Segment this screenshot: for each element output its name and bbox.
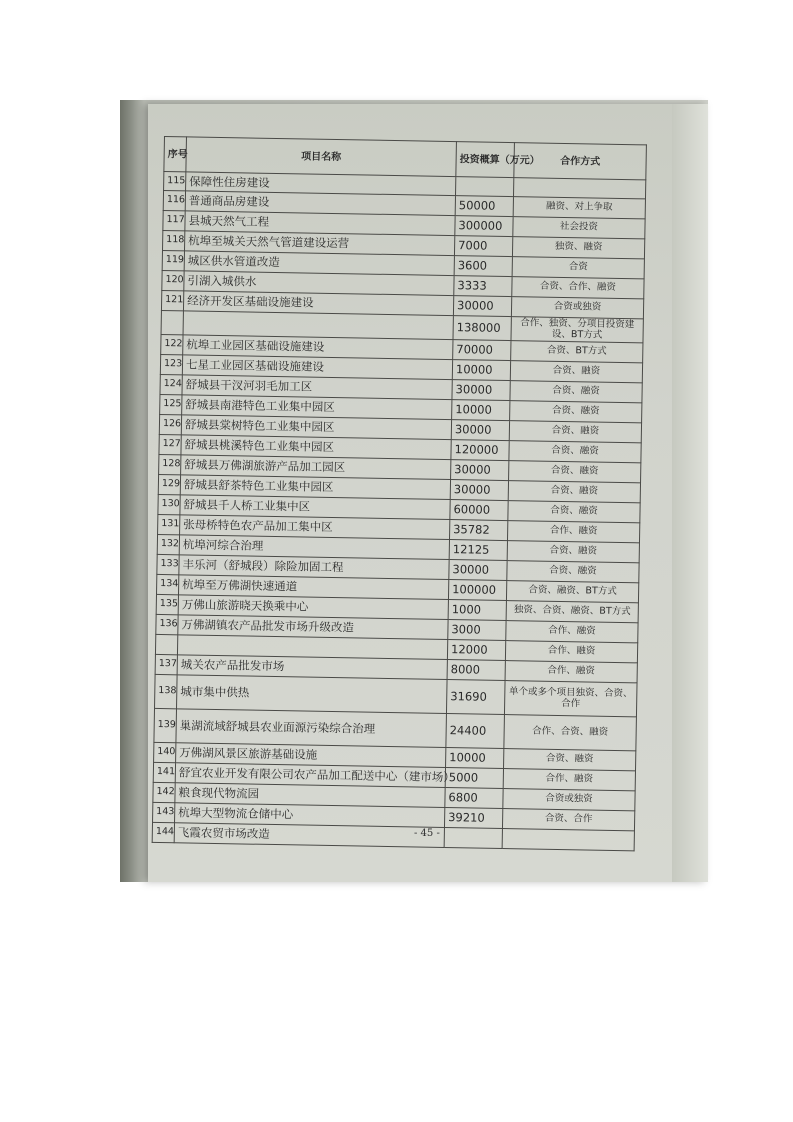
row-number: 143 — [153, 802, 175, 822]
row-number: 135 — [156, 594, 178, 614]
row-number: 123 — [160, 354, 182, 374]
project-name: 舒城县棠树特色工业集中园区 — [181, 415, 451, 440]
cooperation-mode: 单个或多个项目独资、合资、合作 — [504, 681, 637, 717]
row-number: 126 — [159, 414, 181, 434]
cooperation-mode: 合资、融资 — [509, 441, 641, 463]
table-body — [152, 172, 646, 851]
investment-amount: 30000 — [450, 480, 508, 501]
row-number: 140 — [154, 742, 176, 762]
page-edge — [672, 104, 708, 882]
row-number: 120 — [162, 270, 184, 290]
row-number: 118 — [163, 230, 185, 250]
cooperation-mode: 独资、融资 — [512, 237, 644, 259]
row-number: 136 — [156, 614, 178, 634]
investment-amount: 100000 — [448, 580, 506, 601]
project-name: 丰乐河（舒城段）除险加固工程 — [179, 555, 449, 580]
document-page — [148, 104, 708, 882]
row-number: 137 — [155, 654, 177, 674]
investment-amount: 31690 — [446, 680, 505, 715]
row-number: 125 — [160, 394, 182, 414]
investment-amount: 24400 — [446, 714, 505, 749]
cooperation-mode: 社会投资 — [513, 217, 645, 239]
row-number: 128 — [159, 454, 181, 474]
cooperation-mode: 独资、合资、融资、BT方式 — [506, 601, 638, 623]
row-number: 131 — [158, 514, 180, 534]
investment-amount: 30000 — [452, 380, 510, 401]
investment-amount: 6800 — [445, 788, 503, 809]
cooperation-mode: 合作、融资 — [507, 521, 639, 543]
cooperation-mode: 合资、BT方式 — [511, 341, 643, 363]
cooperation-mode: 合资、合作、融资 — [512, 277, 644, 299]
cooperation-mode: 合资、融资 — [510, 401, 642, 423]
row-number: 119 — [162, 250, 184, 270]
investment-amount: 50000 — [455, 196, 513, 217]
project-name: 舒城县南港特色工业集中园区 — [182, 395, 452, 420]
cooperation-mode: 合资、融资 — [507, 561, 639, 583]
cooperation-mode: 合资、融资 — [507, 541, 639, 563]
investment-amount: 12125 — [449, 540, 507, 561]
project-name: 杭埠河综合治理 — [179, 535, 449, 560]
cooperation-mode: 合资或独资 — [511, 297, 643, 319]
cooperation-mode: 融资、对上争取 — [513, 197, 645, 219]
investment-amount: 10000 — [446, 748, 504, 769]
project-name: 普通商品房建设 — [185, 191, 455, 216]
cooperation-mode: 合资、融资 — [510, 361, 642, 383]
project-name: 万佛湖镇农产品批发市场升级改造 — [178, 615, 448, 640]
project-name: 七星工业园区基础设施建设 — [182, 355, 452, 380]
project-name: 舒宜农业开发有限公司农产品加工配送中心（建市场） — [175, 763, 445, 788]
header-mode: 合作方式 — [514, 143, 647, 180]
project-name: 舒城县千人桥工业集中区 — [180, 495, 450, 520]
investment-amount: 1000 — [448, 600, 506, 621]
cooperation-mode: 合资、融资 — [508, 501, 640, 523]
project-name: 城关农产品批发市场 — [177, 655, 447, 680]
investment-amount: 39210 — [444, 808, 502, 829]
cooperation-mode: 合资、融资 — [504, 749, 636, 771]
investment-amount: 138000 — [453, 316, 511, 341]
investment-amount: 12000 — [447, 640, 505, 661]
project-name: 舒城县舒茶特色工业集中园区 — [180, 475, 450, 500]
cooperation-mode: 合资、融资 — [509, 421, 641, 443]
document-photo — [120, 100, 708, 882]
row-number: 138 — [155, 674, 178, 708]
row-number: 130 — [158, 494, 180, 514]
cooperation-mode: 合资、合作 — [502, 809, 634, 831]
investment-amount: 7000 — [454, 236, 512, 257]
investment-amount — [456, 177, 514, 197]
investment-amount: 30000 — [449, 560, 507, 581]
investment-amount: 35782 — [450, 520, 508, 541]
cooperation-mode — [513, 178, 645, 199]
investment-amount: 300000 — [455, 216, 513, 237]
project-name: 飞霞农贸市场改造 — [174, 823, 444, 848]
project-name: 粮食现代物流园 — [175, 783, 445, 808]
investment-amount: 10000 — [452, 360, 510, 381]
project-name: 引湖入城供水 — [184, 271, 454, 296]
header-name: 项目名称 — [186, 137, 457, 177]
investment-amount: 70000 — [453, 340, 511, 361]
cooperation-mode: 合资 — [512, 257, 644, 279]
investment-amount: 10000 — [452, 400, 510, 421]
investment-amount: 3333 — [454, 276, 512, 297]
row-number: 141 — [153, 762, 175, 782]
project-name: 杭埠至万佛湖快速通道 — [178, 575, 448, 600]
header-amount: 投资概算（万元） — [456, 142, 515, 178]
project-name: 保障性住房建设 — [186, 172, 456, 196]
investment-amount: 30000 — [453, 296, 511, 317]
investment-amount: 5000 — [445, 768, 503, 789]
project-name: 县城天然气工程 — [185, 211, 455, 236]
row-number: 134 — [156, 574, 178, 594]
project-name: 张母桥特色农产品加工集中区 — [180, 515, 450, 540]
row-number: 121 — [161, 290, 183, 310]
row-number: 127 — [159, 434, 181, 454]
project-name: 舒城县干汊河羽毛加工区 — [182, 375, 452, 400]
investment-amount: 3600 — [454, 256, 512, 277]
header-no: 序号 — [164, 137, 187, 172]
cooperation-mode: 合作、融资 — [506, 621, 638, 643]
cooperation-mode: 合资或独资 — [503, 789, 635, 811]
project-name: 舒城县桃溪特色工业集中园区 — [181, 435, 451, 460]
row-number: 132 — [157, 534, 179, 554]
investment-amount: 30000 — [451, 420, 509, 441]
row-number: 139 — [154, 708, 177, 742]
project-name: 经济开发区基础设施建设 — [183, 291, 453, 316]
project-name: 万佛山旅游晓天换乘中心 — [178, 595, 448, 620]
row-number: 129 — [158, 474, 180, 494]
investment-amount: 120000 — [451, 440, 509, 461]
project-table — [152, 136, 647, 851]
project-name: 万佛湖风景区旅游基础设施 — [176, 743, 446, 768]
row-number: 133 — [157, 554, 179, 574]
row-number — [155, 634, 177, 654]
cooperation-mode: 合资、融资 — [510, 381, 642, 403]
investment-amount: 3000 — [448, 620, 506, 641]
cooperation-mode: 合作、融资 — [503, 769, 635, 791]
row-number: 116 — [163, 191, 185, 211]
row-number: 144 — [152, 822, 174, 842]
project-name: 城市集中供热 — [177, 675, 448, 714]
row-number — [161, 310, 183, 334]
investment-amount: 60000 — [450, 500, 508, 521]
project-name: 城区供水管道改造 — [184, 251, 454, 276]
cooperation-mode: 合作、独资、分项目投资建设、BT方式 — [511, 317, 643, 343]
investment-amount: 8000 — [447, 660, 505, 681]
row-number: 142 — [153, 782, 175, 802]
row-number: 115 — [164, 172, 186, 191]
row-number: 122 — [161, 334, 183, 354]
page-number: - 45 - — [414, 828, 440, 839]
investment-amount — [444, 828, 502, 849]
project-name: 巢湖流域舒城县农业面源污染综合治理 — [176, 709, 447, 748]
investment-amount: 30000 — [451, 460, 509, 481]
project-name: 杭埠工业园区基础设施建设 — [183, 335, 453, 360]
cooperation-mode: 合资、融资 — [509, 461, 641, 483]
cooperation-mode: 合资、融资 — [508, 481, 640, 503]
cooperation-mode: 合作、融资 — [505, 641, 637, 663]
project-name: 杭埠至城关天然气管道建设运营 — [184, 231, 454, 256]
cooperation-mode — [502, 829, 634, 851]
row-number: 124 — [160, 374, 182, 394]
cooperation-mode: 合资、融资、BT方式 — [506, 581, 638, 603]
cooperation-mode: 合作、融资 — [505, 661, 637, 683]
cooperation-mode: 合作、合资、融资 — [504, 715, 637, 751]
row-number: 117 — [163, 210, 185, 230]
project-name: 杭埠大型物流仓储中心 — [175, 803, 445, 828]
project-name: 舒城县万佛湖旅游产品加工园区 — [181, 455, 451, 480]
